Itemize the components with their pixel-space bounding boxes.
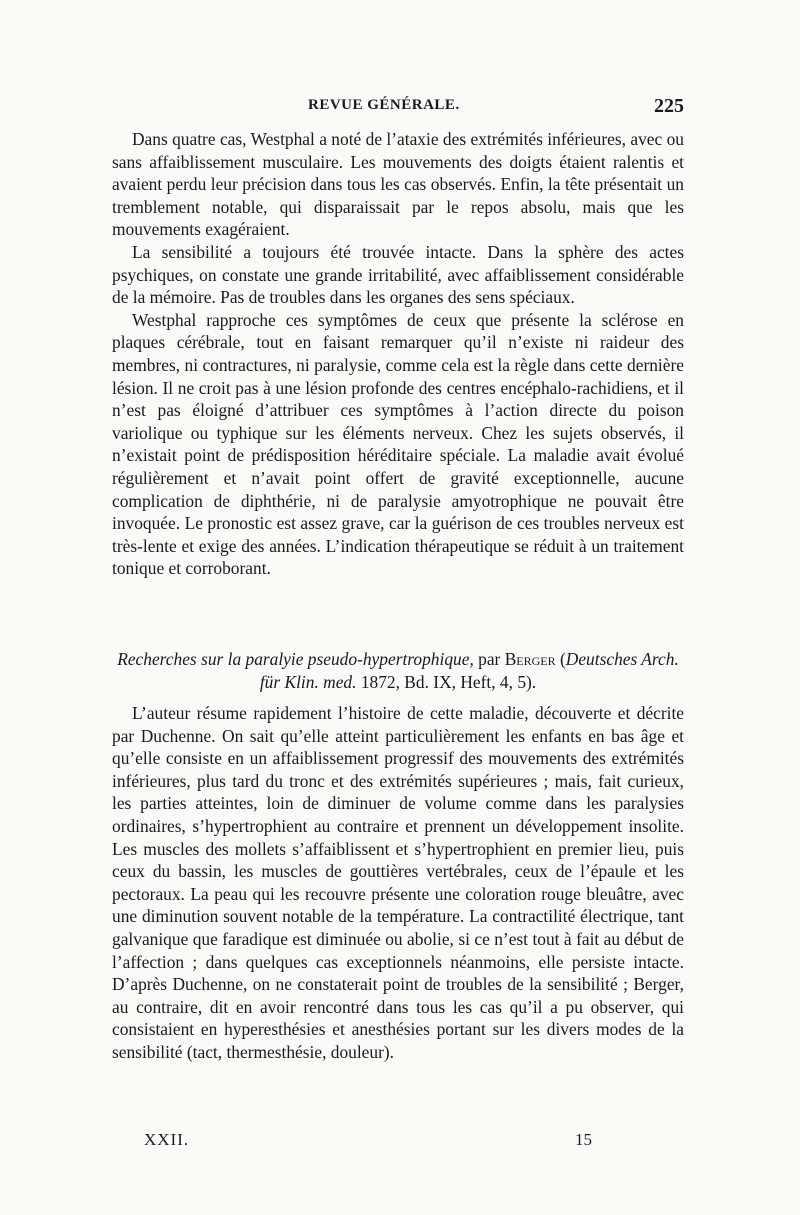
paragraph-westphal: Westphal rapproche ces symptômes de ceux que présente la sclérose en plaques cérébrale, tout en faisant remarquer qu’il n’existe ni raideur des membres, ni contractures, ni paralysie, comme cela est la règle dans cette dernière lésion. Il ne croit pas à une lésion profonde des centres encéphalo-rachidiens, et il n’est pas éloigné d’attribuer ces symptômes à l’action directe du poison variolique ou typhique sur les éléments nerveux. Chez les sujets observés, il n’existait point de prédisposition héréditaire spéciale. La maladie avait évolué régulièrement et n’avait point offert de gravité exceptionnelle, aucune complication de diphthérie, ni de paralysie amyotrophique ne pouvait être invoquée. Le pronostic est assez grave, car la guérison de ces troubles nerveux est très-lente et exige des années. L’indication thérapeutique se réduit à un traitement tonique et corroborant.: [112, 309, 684, 579]
article-title: Recherches sur la paralyie pseudo-hypertrophique,: [117, 649, 474, 669]
paragraph-duchenne: L’auteur résume rapidement l’histoire de cette maladie, découverte et décrite par Duchenne. On sait qu’elle atteint particulièrement les enfants en bas âge et qu’elle consiste en un affaiblissement progressif des mouvements des extrémités inférieures, plus tard du tronc et des extrémités supérieures ; mais, fait curieux, les parties atteintes, loin de diminuer de volume comme dans les paralysies ordinaires, s’hypertrophient au contraire et prennent un développement insolite. Les muscles des mollets s’affaiblissent et s’hypertrophient en premier lieu, puis ceux du bassin, les muscles de gouttières vertébrales, ceux de l’épaule et les pectoraux. La peau qui les recouvre présente une coloration rouge bleuâtre, avec une diminution souvent notable de la température. La contractilité électrique, tant galvanique que faradique est diminuée ou abolie, si ce n’est tout à fait au début de l’affection ; dans quelques cas exceptionnels néanmoins, elle persiste intacte. D’après Duchenne, on ne constaterait point de troubles de la sensibilité ; Berger, au contraire, dit en avoir rencontré dans tous les cas qu’il a pu observer, qui consistaient en hyperesthésies et anesthésies portant sur les divers modes de la sensibilité (tact, thermesthésie, douleur).: [112, 703, 684, 1062]
signature-mark: XXII.: [144, 1130, 190, 1149]
citation-rest: 1872, Bd. IX, Heft, 4, 5).: [356, 671, 537, 692]
running-title: REVUE GÉNÉRALE.: [308, 97, 460, 113]
sheet-number: 15: [575, 1130, 592, 1149]
body-text-part2: [112, 702, 684, 1064]
by-text: par: [473, 649, 505, 669]
section-heading: [112, 648, 684, 693]
journal-name: Deutsches Arch. für Klin. med.: [259, 649, 679, 692]
page-footer: [112, 1130, 684, 1156]
author-name: Berger: [504, 649, 556, 669]
paragraph-sensibilite: La sensibilité a toujours été trouvée intacte. Dans la sphère des actes psychiques, on constate une grande irritabilité, avec affaiblissement considérable de la mémoire. Pas de troubles dans les organes des sens spéciaux.: [112, 241, 684, 308]
body-text-part1: [112, 128, 684, 580]
running-header: [112, 95, 684, 119]
page-number: 225: [654, 95, 684, 117]
paragraph-ataxie: Dans quatre cas, Westphal a noté de l’ataxie des extrémités inférieures, avec ou sans affaiblissement musculaire. Les mouvements des doigts étaient ralentis et avaient perdu leur précision dans tous les cas observés. Enfin, la tête présentait un tremblement notable, qui disparaissait par le repos absolu, mais que les mouvements exagéraient.: [112, 129, 684, 240]
journal-open: (: [555, 649, 566, 669]
